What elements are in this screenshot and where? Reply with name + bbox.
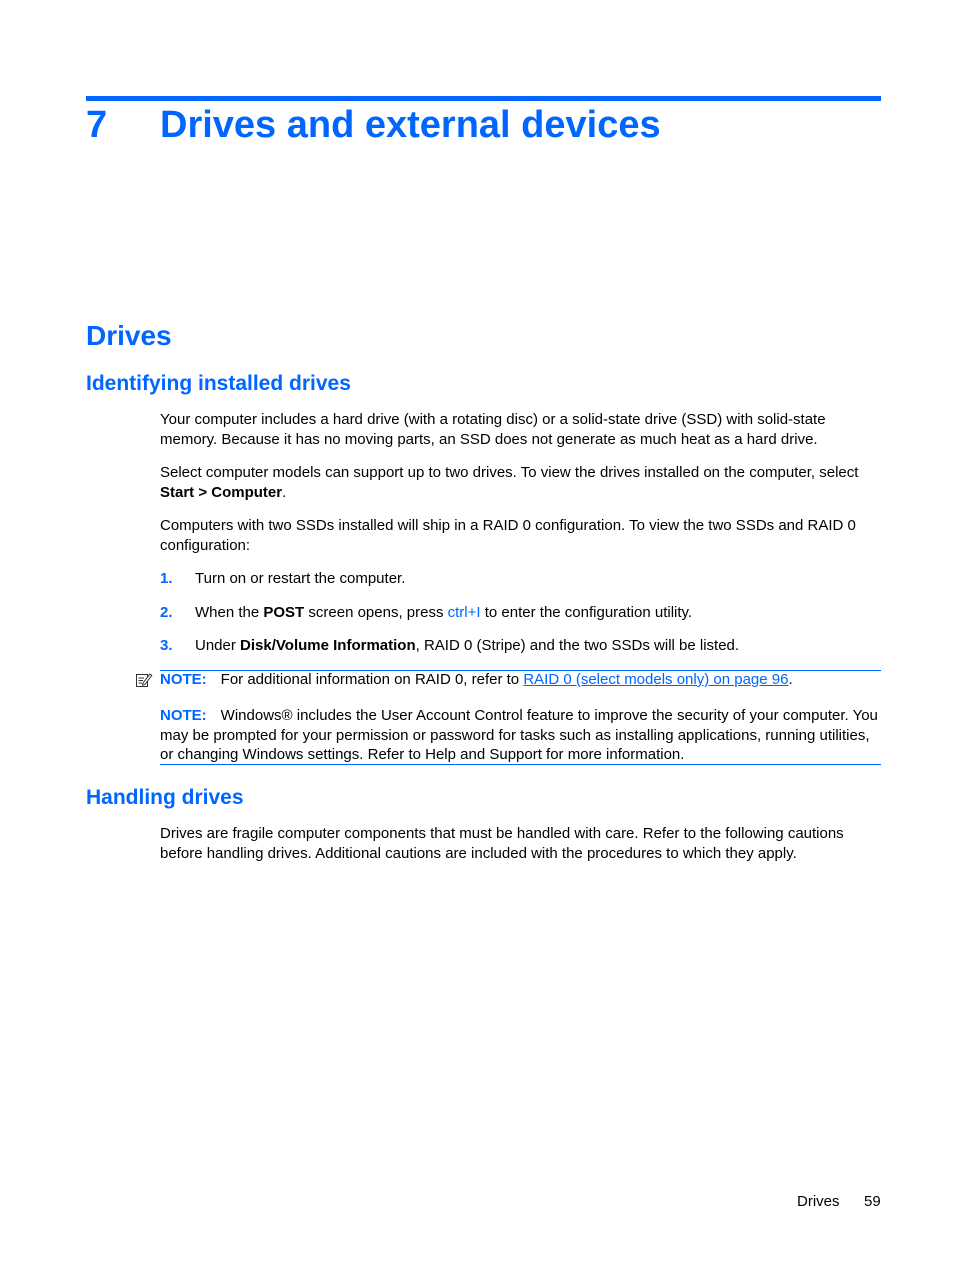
text-run: . [788,671,793,688]
text-run: . [282,483,287,501]
text-run: screen opens, press [304,604,448,621]
subsection-title-identifying: Identifying installed drives [86,372,351,395]
paragraph: Computers with two SSDs installed will ship in a RAID 0 configuration. To view the two SSDs and RAID 0 configuration: [160,517,856,554]
note-pencil-icon [135,671,153,689]
text-run: Disk/Volume Information [240,637,416,654]
page-number: 59 [864,1193,881,1210]
menu-path: Start > Computer [160,483,283,501]
note-label: NOTE: [160,707,207,724]
text-run: Under [195,637,241,654]
key-combo: ctrl+I [447,604,481,621]
text-run: Select computer models can support up to two drives. To view the drives installed on the computer, select [160,464,859,481]
text-run: to enter the configuration utility. [480,604,693,621]
step-text [195,603,882,623]
chapter-title: Drives and external devices [160,104,661,146]
text-run: When the [195,604,264,621]
paragraph: Drives are fragile computer components that must be handled with care. Refer to the following cautions before handling drives. Additional cautions are included with the procedures to which they apply. [160,825,844,862]
text-run: , RAID 0 (Stripe) and the two SSDs will be listed. [415,637,740,654]
note [160,706,882,765]
footer-section: Drives [797,1193,840,1210]
note-text: Windows® includes the User Account Control feature to improve the security of your computer. You may be prompted for your permission or password for tasks such as installing applications, running utilities, or changing Windows settings. Refer to Help and Support for more information. [160,707,878,763]
text-run: POST [263,604,305,621]
chapter-number: 7 [86,104,108,146]
step-text [195,636,882,656]
paragraph: Your computer includes a hard drive (with a rotating disc) or a solid-state drive (SSD) with solid-state memory. Because it has no moving parts, an SSD does not generate as much heat as a hard drive. [160,411,826,448]
step-text: Turn on or restart the computer. [195,570,406,587]
note-text: For additional information on RAID 0, refer to [220,671,524,688]
step-number: 2. [160,604,173,621]
subsection-title-handling: Handling drives [86,786,244,809]
step-number: 3. [160,637,173,654]
note-label: NOTE: [160,671,207,688]
cross-reference-link[interactable]: RAID 0 (select models only) on page 96 [523,671,789,688]
step-number: 1. [160,570,173,587]
paragraph [160,463,882,502]
note [160,670,882,690]
section-title: Drives [86,320,172,351]
note-bottom-rule [160,764,881,765]
